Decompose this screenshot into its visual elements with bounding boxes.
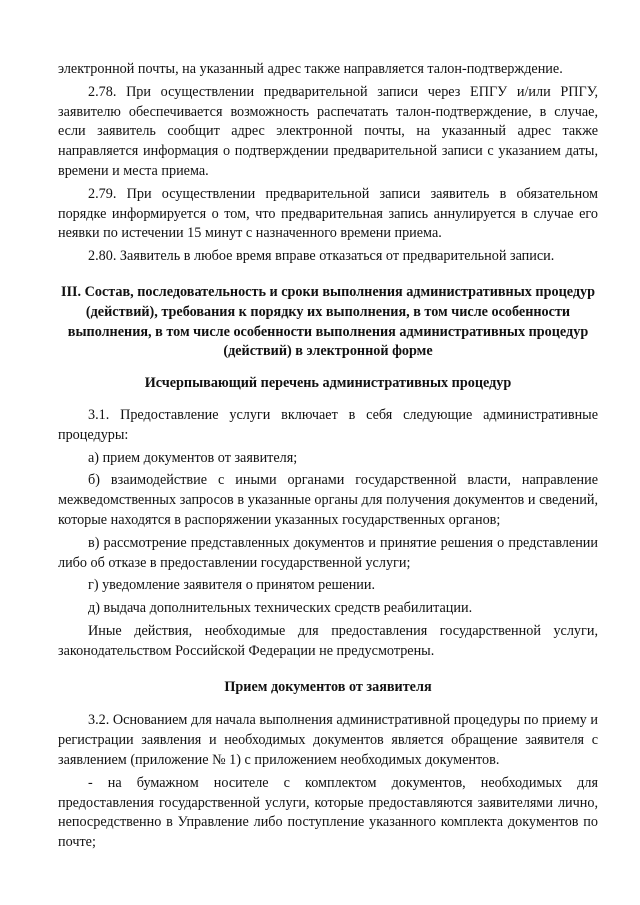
list-item-v: в) рассмотрение представленных документов и принятие решения о представлении либо об отказе в предоставлении государственной услуги; (58, 534, 598, 571)
list-item-a: а) прием документов от заявителя; (88, 449, 298, 466)
paragraph-3-1: 3.1. Предоставление услуги включает в себя следующие административные процедуры: (58, 406, 598, 443)
subheading-document-intake: Прием документов от заявителя (224, 678, 432, 695)
list-item-d: д) выдача дополнительных технических средств реабилитации. (88, 600, 473, 617)
section-heading: III. Состав, последовательность и сроки выполнения административных процедур (действий), требования к порядку их выполнения, в том числе особенности выполнения, в том числе особенности выполнения административных процедур (действий) в электронной форме (60, 283, 596, 360)
paragraph-2-78: 2.78. При осуществлении предварительной записи через ЕПГУ и/или РПГУ, заявителю обеспечивается возможность распечатать талон-подтверждение, в случае, если заявитель сообщит адрес электронной почты, на указанный адрес также направляется информация о подтверждении предварительной записи с указанием даты, времени и места приема. (58, 83, 598, 179)
paragraph-3-2: 3.2. Основанием для начала выполнения административной процедуры по приему и регистрации заявления и необходимых документов является обращение заявителя с заявлением (приложение № 1) с приложением необходимых документов. (58, 712, 598, 768)
list-item-b: б) взаимодействие с иными органами государственной власти, направление межведомственных запросов в указанные органы для получения документов и сведений, которые находятся в распоряжении указанных государственных органов; (58, 472, 598, 528)
paragraph-continuation: электронной почты, на указанный адрес также направляется талон-подтверждение. (58, 61, 563, 77)
paragraph-other-actions: Иные действия, необходимые для предоставления государственной услуги, законодательством Российской Федерации не предусмотрены. (58, 622, 598, 659)
paragraph-paper-submission: - на бумажном носителе с комплектом документов, необходимых для предоставления государственной услуги, которые предоставляются заявителями лично, непосредственно в Управление либо поступление указанного комплекта документов по почте; (58, 774, 598, 851)
list-item-g: г) уведомление заявителя о принятом решении. (88, 577, 376, 594)
paragraph-2-80: 2.80. Заявитель в любое время вправе отказаться от предварительной записи. (88, 248, 555, 265)
paragraph-2-79: 2.79. При осуществлении предварительной записи заявитель в обязательном порядке информируется о том, что предварительная запись аннулируется в случае его неявки по истечении 15 минут с назначенного времени приема. (58, 185, 598, 242)
subheading-procedures-list: Исчерпывающий перечень административных процедур (144, 375, 512, 392)
